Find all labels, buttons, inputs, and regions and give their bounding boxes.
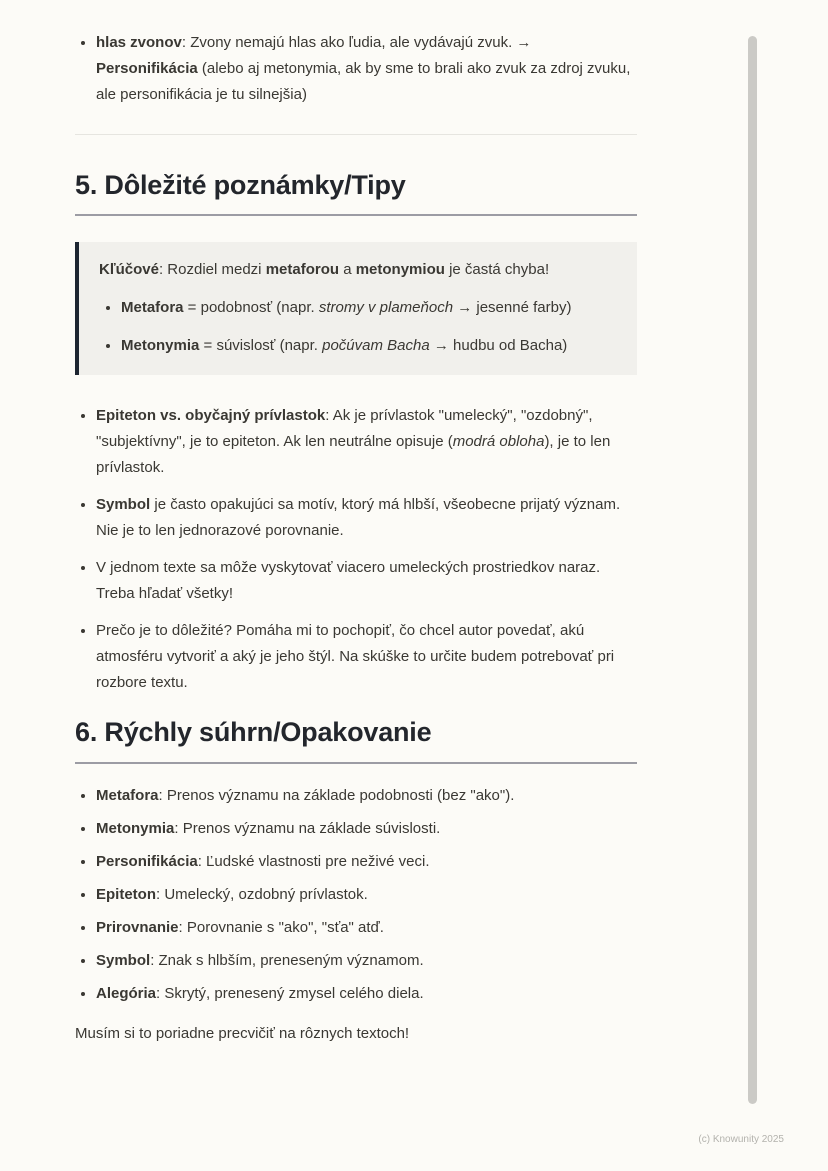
list-item: • Alegória: Skrytý, prenesený zmysel celého diela.: [96, 982, 637, 1006]
document-content: [75, 30, 637, 1046]
list-item: • V jednom texte sa môže vyskytovať viacero umeleckých prostriedkov naraz. Treba hľadať všetky!: [96, 555, 637, 607]
scrollbar[interactable]: [748, 36, 757, 1104]
list-item: • Epiteton: Umelecký, ozdobný prívlastok.: [96, 883, 637, 907]
list-item: • Epiteton vs. obyčajný prívlastok: Ak je prívlastok "umelecký", "ozdobný", "subjektívny", je to epiteton. Ak len neutrálne opisuje (modrá obloha), je to len prívlastok.: [96, 403, 637, 481]
bullet-list-top: [75, 30, 637, 108]
callout-intro: Kľúčové: Rozdiel medzi metaforou a metonymiou je častá chyba!: [99, 261, 550, 279]
callout-bullet-list: [99, 295, 617, 359]
section-6-bullet-list: [75, 784, 637, 1006]
list-item: • Metafora = podobnosť (napr. stromy v plameňoch → jesenné farby): [121, 295, 617, 321]
list-item: • Personifikácia: Ľudské vlastnosti pre neživé veci.: [96, 850, 637, 874]
list-item: • Prirovnanie: Porovnanie s "ako", "sťa" atď.: [96, 916, 637, 940]
section-6-heading: 6. Rýchly súhrn/Opakovanie: [75, 716, 637, 763]
list-item: • Symbol: Znak s hlbším, preneseným významom.: [96, 949, 637, 973]
list-item: • Prečo je to dôležité? Pomáha mi to pochopiť, čo chcel autor povedať, akú atmosféru vytvoriť a aký je jeho štýl. Na skúške to určite budem potrebovať pri rozbore textu.: [96, 618, 637, 696]
closing-note: Musím si to poriadne precvičiť na rôznych textoch!: [75, 1024, 410, 1042]
list-item: • hlas zvonov: Zvony nemajú hlas ako ľudia, ale vydávajú zvuk. → Personifikácia (alebo aj metonymia, ak by sme to brali ako zvuk za zdroj zvuku, ale personifikácia je tu silnejšia): [96, 30, 637, 108]
divider: [75, 134, 637, 135]
section-5-bullet-list: [75, 403, 637, 696]
list-item: • Metonymia = súvislosť (napr. počúvam Bacha → hudbu od Bacha): [121, 333, 617, 359]
list-item: • Metafora: Prenos významu na základe podobnosti (bez "ako").: [96, 784, 637, 808]
copyright-footer: (c) Knowunity 2025: [698, 1134, 784, 1145]
key-callout: [75, 242, 637, 375]
list-item: • Symbol je často opakujúci sa motív, ktorý má hlbší, všeobecne prijatý význam. Nie je to len jednorazové porovnanie.: [96, 492, 637, 544]
list-item: • Metonymia: Prenos významu na základe súvislosti.: [96, 817, 637, 841]
section-5-heading: 5. Dôležité poznámky/Tipy: [75, 169, 637, 216]
